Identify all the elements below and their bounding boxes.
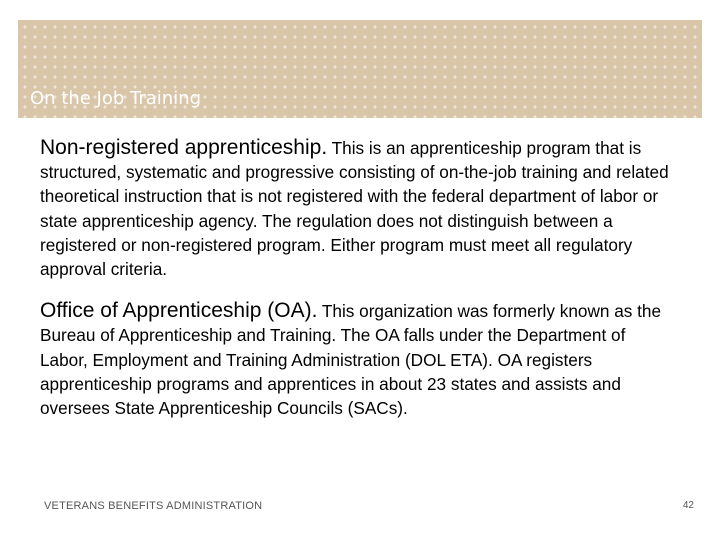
definition-term: Office of Apprenticeship (OA). (40, 299, 318, 323)
definition-term: Non-registered apprenticeship. (40, 136, 328, 159)
definition-text: This is an apprenticeship program that is structured, systematic and progressive consisting of on-the-job training and related theoretical instruction that is not registered with the federal department of labor or state apprenticeship agency. The regulation does not distinguish between a registered or non-registered program. Either program must meet all regulatory approval criteria. (40, 138, 669, 280)
slide-title: On the Job Training (30, 88, 202, 109)
page-number: 42 (682, 500, 694, 511)
definition-office-of-apprenticeship (40, 299, 676, 420)
header-banner (18, 20, 702, 118)
footer-organization: VETERANS BENEFITS ADMINISTRATION (44, 500, 263, 512)
slide-body (40, 136, 676, 420)
definition-non-registered-apprenticeship (40, 136, 676, 281)
definition-text: This organization was formerly known as the Bureau of Apprenticeship and Training. The OA falls under the Department of Labor, Employment and Training Administration (DOL ETA). OA registers apprenticeship programs and apprentices in about 23 states and assists and oversees State Apprenticeship Councils (SACs). (40, 301, 662, 419)
